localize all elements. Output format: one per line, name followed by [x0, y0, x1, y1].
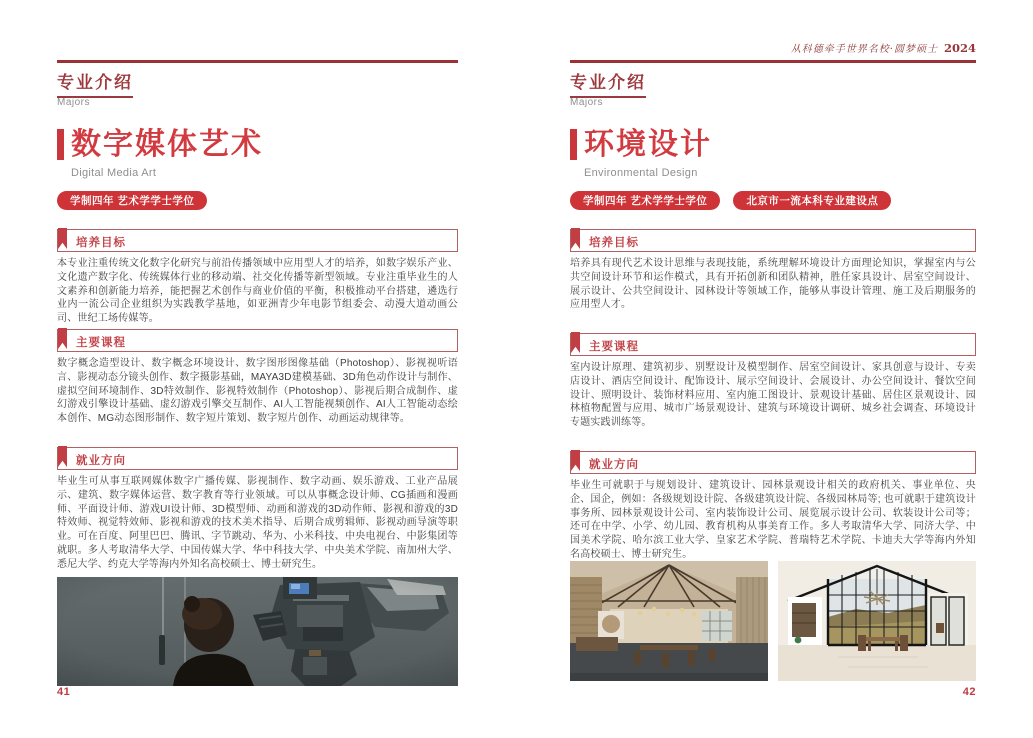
section-header-goals — [57, 229, 458, 252]
page-number: 41 — [57, 686, 71, 698]
brick-hall-interior-photo — [570, 561, 768, 681]
major-title: 环境设计 — [584, 127, 712, 161]
slogan-year: 2024 — [943, 41, 976, 55]
ribbon-icon — [58, 328, 67, 349]
ribbon-icon — [58, 446, 67, 467]
section-title: 培养目标 — [76, 237, 126, 249]
section-body-goals: 培养具有现代艺术设计思维与表现技能，系统理解环境设计方面理论知识，掌握室内与公共空间设计环节和运作模式，具有开拓创新和团队精神，胜任家具设计、居室空间设计、展示设计、公共空间设计、园林设计等领域工作，能够从事设计管理、施工及后期服务的应用型人才。 — [570, 258, 976, 311]
section-title: 就业方向 — [589, 459, 639, 471]
section-label: 专业介绍 — [57, 68, 133, 98]
section-label-en: Majors — [570, 97, 604, 108]
section-body-courses: 数字概念造型设计、数字概念环境设计、数字图形图像基础（Photoshop）、影视视听语言、影视动态分镜头创作、数字摄影基础，MAYA3D建模基础、3D角色动作设计与制作、虚拟空间环境制作、3D特效制作、影视特效制作（Photoshop）、影视后期合成制作、虚幻游戏引擎设计基础、虚幻游戏引擎交互制作、AI人工智能视频创作、AI人工智能动态绘本创作、MG动态图形制作、数字短片策划、数字短片创作、动画运动规律等。 — [57, 358, 458, 425]
major-title-en: Environmental Design — [584, 167, 698, 179]
header-slogan — [791, 40, 976, 55]
section-body-careers: 毕业生可就职于与规划设计、建筑设计、园林景观设计相关的政府机关、事业单位、央企、国企，例如：各级规划设计院、各级建筑设计院、各级园林局等; 也可就职于建筑设计事务所、园林景观设计公司、室内装饰设计公司、展览展示设计公司、软装设计公司等；还可在中学、小学、幼儿园、教育机构从事美育工作。多人考取清华大学、同济大学、中国美术学院、哈尔滨工业大学、皇家艺术学院、普瑞特艺术学院、卡迪夫大学等海内外知名高校硕士、博士研究生。 — [570, 480, 976, 560]
ribbon-icon — [58, 228, 67, 249]
section-header-careers — [570, 451, 976, 474]
title-accent-bar — [570, 129, 577, 160]
glass-gable-interior-photo — [778, 561, 976, 681]
section-body-goals: 本专业注重传统文化数字化研究与前沿传播领域中应用型人才的培养，如数字娱乐产业、文化遗产数字化、传统媒体行业的移动端、社交化传播等新型领域。专业注重毕业生的人文素养和创新能力培养，能把握艺术创作与商业价值的平衡，积极推动平台搭建，遴选行业内一流公司企业组织为实践教学基地，如亚洲青少年电影节组委会、动漫大道动画公司、世纪工场传媒等。 — [57, 258, 458, 325]
page-right — [570, 0, 976, 738]
slogan-text: 从科德牵手世界名校·圆梦硕士 — [790, 44, 938, 55]
major-title-en: Digital Media Art — [71, 167, 157, 179]
section-header-courses — [570, 333, 976, 356]
section-body-careers: 毕业生可从事互联网媒体数字广播传媒、影视制作、数字动画、娱乐游戏、工业产品展示、建筑、数字媒体运营、数字教育等行业领域。可以从事概念设计师、CG插画和漫画师、平面设计师、游戏UI设计师、3D模型师、动画和游戏的3D动作师、影视和游戏的3D特效师、视觉特效师、影视和游戏的技术美术指导、后期合成剪辑师、影视动画导演等职业。可在百度、阿里巴巴、腾讯、字节跳动、华为、小米科技、中央电视台、中影集团等就职。多人考取清华大学、中国传媒大学、华中科技大学、中央美术学院、南加州大学、悉尼大学、约克大学等海内外知名高校硕士、博士研究生。 — [57, 476, 458, 570]
title-accent-bar — [57, 129, 64, 160]
degree-badge: 学制四年 艺术学学士学位 — [57, 191, 207, 210]
major-title: 数字媒体艺术 — [71, 127, 263, 161]
badge-row — [570, 191, 891, 210]
robot-model-workshop-photo — [57, 577, 458, 686]
section-header-goals — [570, 229, 976, 252]
page-number: 42 — [962, 686, 976, 698]
top-rule — [57, 60, 458, 63]
section-title: 主要课程 — [76, 337, 126, 349]
section-label: 专业介绍 — [570, 68, 646, 98]
page-left — [57, 0, 458, 738]
section-label-en: Majors — [57, 97, 91, 108]
major-title-row — [570, 129, 712, 160]
ribbon-icon — [571, 228, 580, 249]
top-rule — [570, 60, 976, 63]
first-class-major-badge: 北京市一流本科专业建设点 — [733, 191, 891, 210]
badge-row — [57, 191, 207, 210]
section-body-courses: 室内设计原理、建筑初步、别墅设计及模型制作、居室空间设计、家具创意与设计、专卖店设计、酒店空间设计、配饰设计、展示空间设计、会展设计、办公空间设计、餐饮空间设计、照明设计、装饰材料应用、室内施工图设计、景观设计基础、居住区景观设计、园林植物配置与应用、城市广场景观设计、建筑与环境设计调研、城乡社会调查、环境设计专题实践训练等。 — [570, 362, 976, 429]
degree-badge: 学制四年 艺术学学士学位 — [570, 191, 720, 210]
major-title-row — [57, 129, 263, 160]
section-header-careers — [57, 447, 458, 470]
section-title: 主要课程 — [589, 341, 639, 353]
ribbon-icon — [571, 332, 580, 353]
section-header-courses — [57, 329, 458, 352]
ribbon-icon — [571, 450, 580, 471]
section-title: 培养目标 — [589, 237, 639, 249]
section-title: 就业方向 — [76, 455, 126, 467]
